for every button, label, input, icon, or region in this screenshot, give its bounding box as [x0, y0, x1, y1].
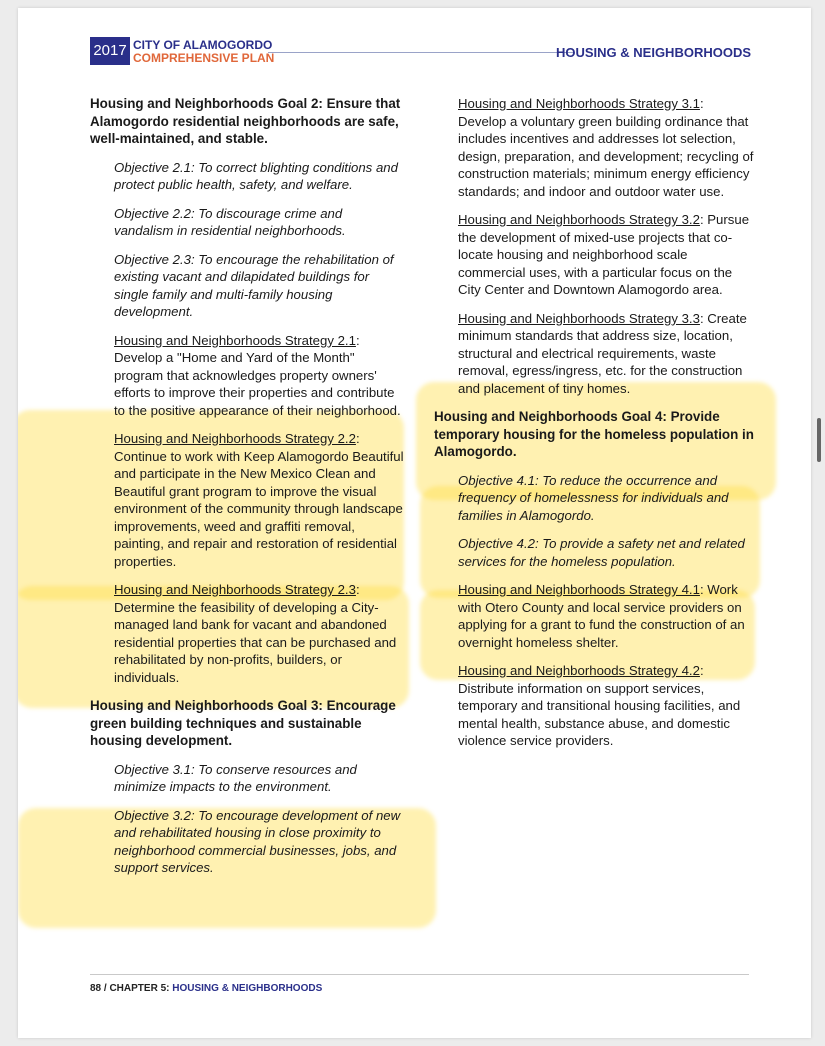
objective-3-1: Objective 3.1: To conserve resources and minimize impacts to the environment.: [114, 761, 357, 794]
strategy-2-2-label: Housing and Neighborhoods Strategy 2.2: [114, 431, 356, 446]
objective-2-1: Objective 2.1: To correct blighting conditions and protect public health, safety, and welfare.: [114, 159, 398, 192]
strategy-4-1-label: Housing and Neighborhoods Strategy 4.1: [458, 582, 700, 597]
header-rule: [268, 52, 574, 53]
header-plan: COMPREHENSIVE PLAN: [133, 51, 275, 65]
strategy-3-1: [458, 95, 754, 200]
strategy-2-3-label: Housing and Neighborhoods Strategy 2.3: [114, 582, 356, 597]
strategy-2-1: [114, 332, 405, 420]
header-city: CITY OF ALAMOGORDO: [133, 38, 273, 52]
header-section-title: HOUSING & NEIGHBORHOODS: [555, 45, 751, 60]
strategy-2-2: [114, 430, 405, 570]
document-page: [18, 8, 811, 1038]
objective-4-1: Objective 4.1: To reduce the occurrence and frequency of homelessness for individuals and families in Alamogordo.: [458, 472, 729, 523]
strategy-4-1-text: : Work with Otero County and local service providers on applying for a grant to fund the construction of an overnight homeless shelter.: [458, 582, 745, 650]
strategy-4-2-label: Housing and Neighborhoods Strategy 4.2: [458, 663, 700, 678]
left-column: [90, 95, 405, 888]
strategy-4-2-text: : Distribute information on support services, temporary and transitional housing facilities, and mental health, substance abuse, and domestic violence service providers.: [458, 663, 741, 748]
strategy-3-1-text: : Develop a voluntary green building ordinance that includes incentives and addresses lot selection, design, preparation, and development; recycling of construction materials; minimum energy efficiency standards; and indoor and outdoor water use.: [458, 96, 754, 199]
scrollbar-thumb[interactable]: [817, 418, 821, 462]
page-footer: [90, 983, 322, 994]
right-column: [434, 95, 754, 761]
objective-2-2: Objective 2.2: To discourage crime and vandalism in residential neighborhoods.: [114, 205, 346, 238]
strategy-4-2: [458, 662, 754, 750]
header-year-badge: 2017: [90, 37, 130, 65]
footer-page-number: 88 / CHAPTER 5:: [90, 983, 173, 994]
objective-3-2: Objective 3.2: To encourage development of new and rehabilitated housing in close proximity to neighborhood commercial businesses, jobs, and support services.: [114, 807, 401, 875]
footer-rule: [90, 974, 749, 975]
strategy-2-3-text: : Determine the feasibility of developing a City-managed land bank for vacant and abandoned residential properties that can be purchased and rehabilitated by non-profits, builders, or individuals.: [114, 582, 397, 685]
strategy-2-3: [114, 581, 405, 686]
objective-2-3: Objective 2.3: To encourage the rehabilitation of existing vacant and dilapidated buildings for single family and multi-family housing development.: [114, 251, 394, 319]
objective-4-2: Objective 4.2: To provide a safety net and related services for the homeless population.: [458, 536, 745, 569]
strategy-3-3-text: : Create minimum standards that address size, location, structural and electrical requirements, waste removal, egress/ingress, etc. for the construction and placement of tiny homes.: [458, 310, 747, 396]
strategy-3-2-text: : Pursue the development of mixed-use projects that co-locate housing and neighborhood scale commercial uses, with a particular focus on the City Center and Downtown Alamogordo area.: [458, 212, 750, 297]
strategy-3-3: [458, 310, 754, 398]
strategy-3-2-label: Housing and Neighborhoods Strategy 3.2: [458, 212, 700, 227]
footer-chapter: HOUSING & NEIGHBORHOODS: [172, 983, 323, 994]
strategy-3-2: [458, 211, 754, 299]
goal-2-heading: Housing and Neighborhoods Goal 2: Ensure that Alamogordo residential neighborhoods are safe, well-maintained, and stable.: [90, 96, 401, 146]
strategy-2-1-text: : Develop a "Home and Yard of the Month" program that acknowledges property owners' efforts to improve their properties and contribute to the positive appearance of their neighborhood.: [114, 332, 401, 418]
strategy-3-1-label: Housing and Neighborhoods Strategy 3.1: [458, 96, 700, 111]
strategy-4-1: [458, 581, 754, 651]
strategy-2-1-label: Housing and Neighborhoods Strategy 2.1: [114, 332, 356, 348]
goal-4-heading: Housing and Neighborhoods Goal 4: Provide temporary housing for the homeless population in Alamogordo.: [434, 409, 754, 459]
strategy-2-2-text: : Continue to work with Keep Alamogordo Beautiful and participate in the New Mexico Clean and Beautiful grant program to improve the visual environment of the community through landscape improvements, weed and graffiti removal, painting, and repair and restoration of residential properties.: [114, 431, 404, 569]
goal-3-heading: Housing and Neighborhoods Goal 3: Encourage green building techniques and sustainable housing development.: [90, 698, 396, 748]
strategy-3-3-label: Housing and Neighborhoods Strategy 3.3: [458, 310, 700, 326]
